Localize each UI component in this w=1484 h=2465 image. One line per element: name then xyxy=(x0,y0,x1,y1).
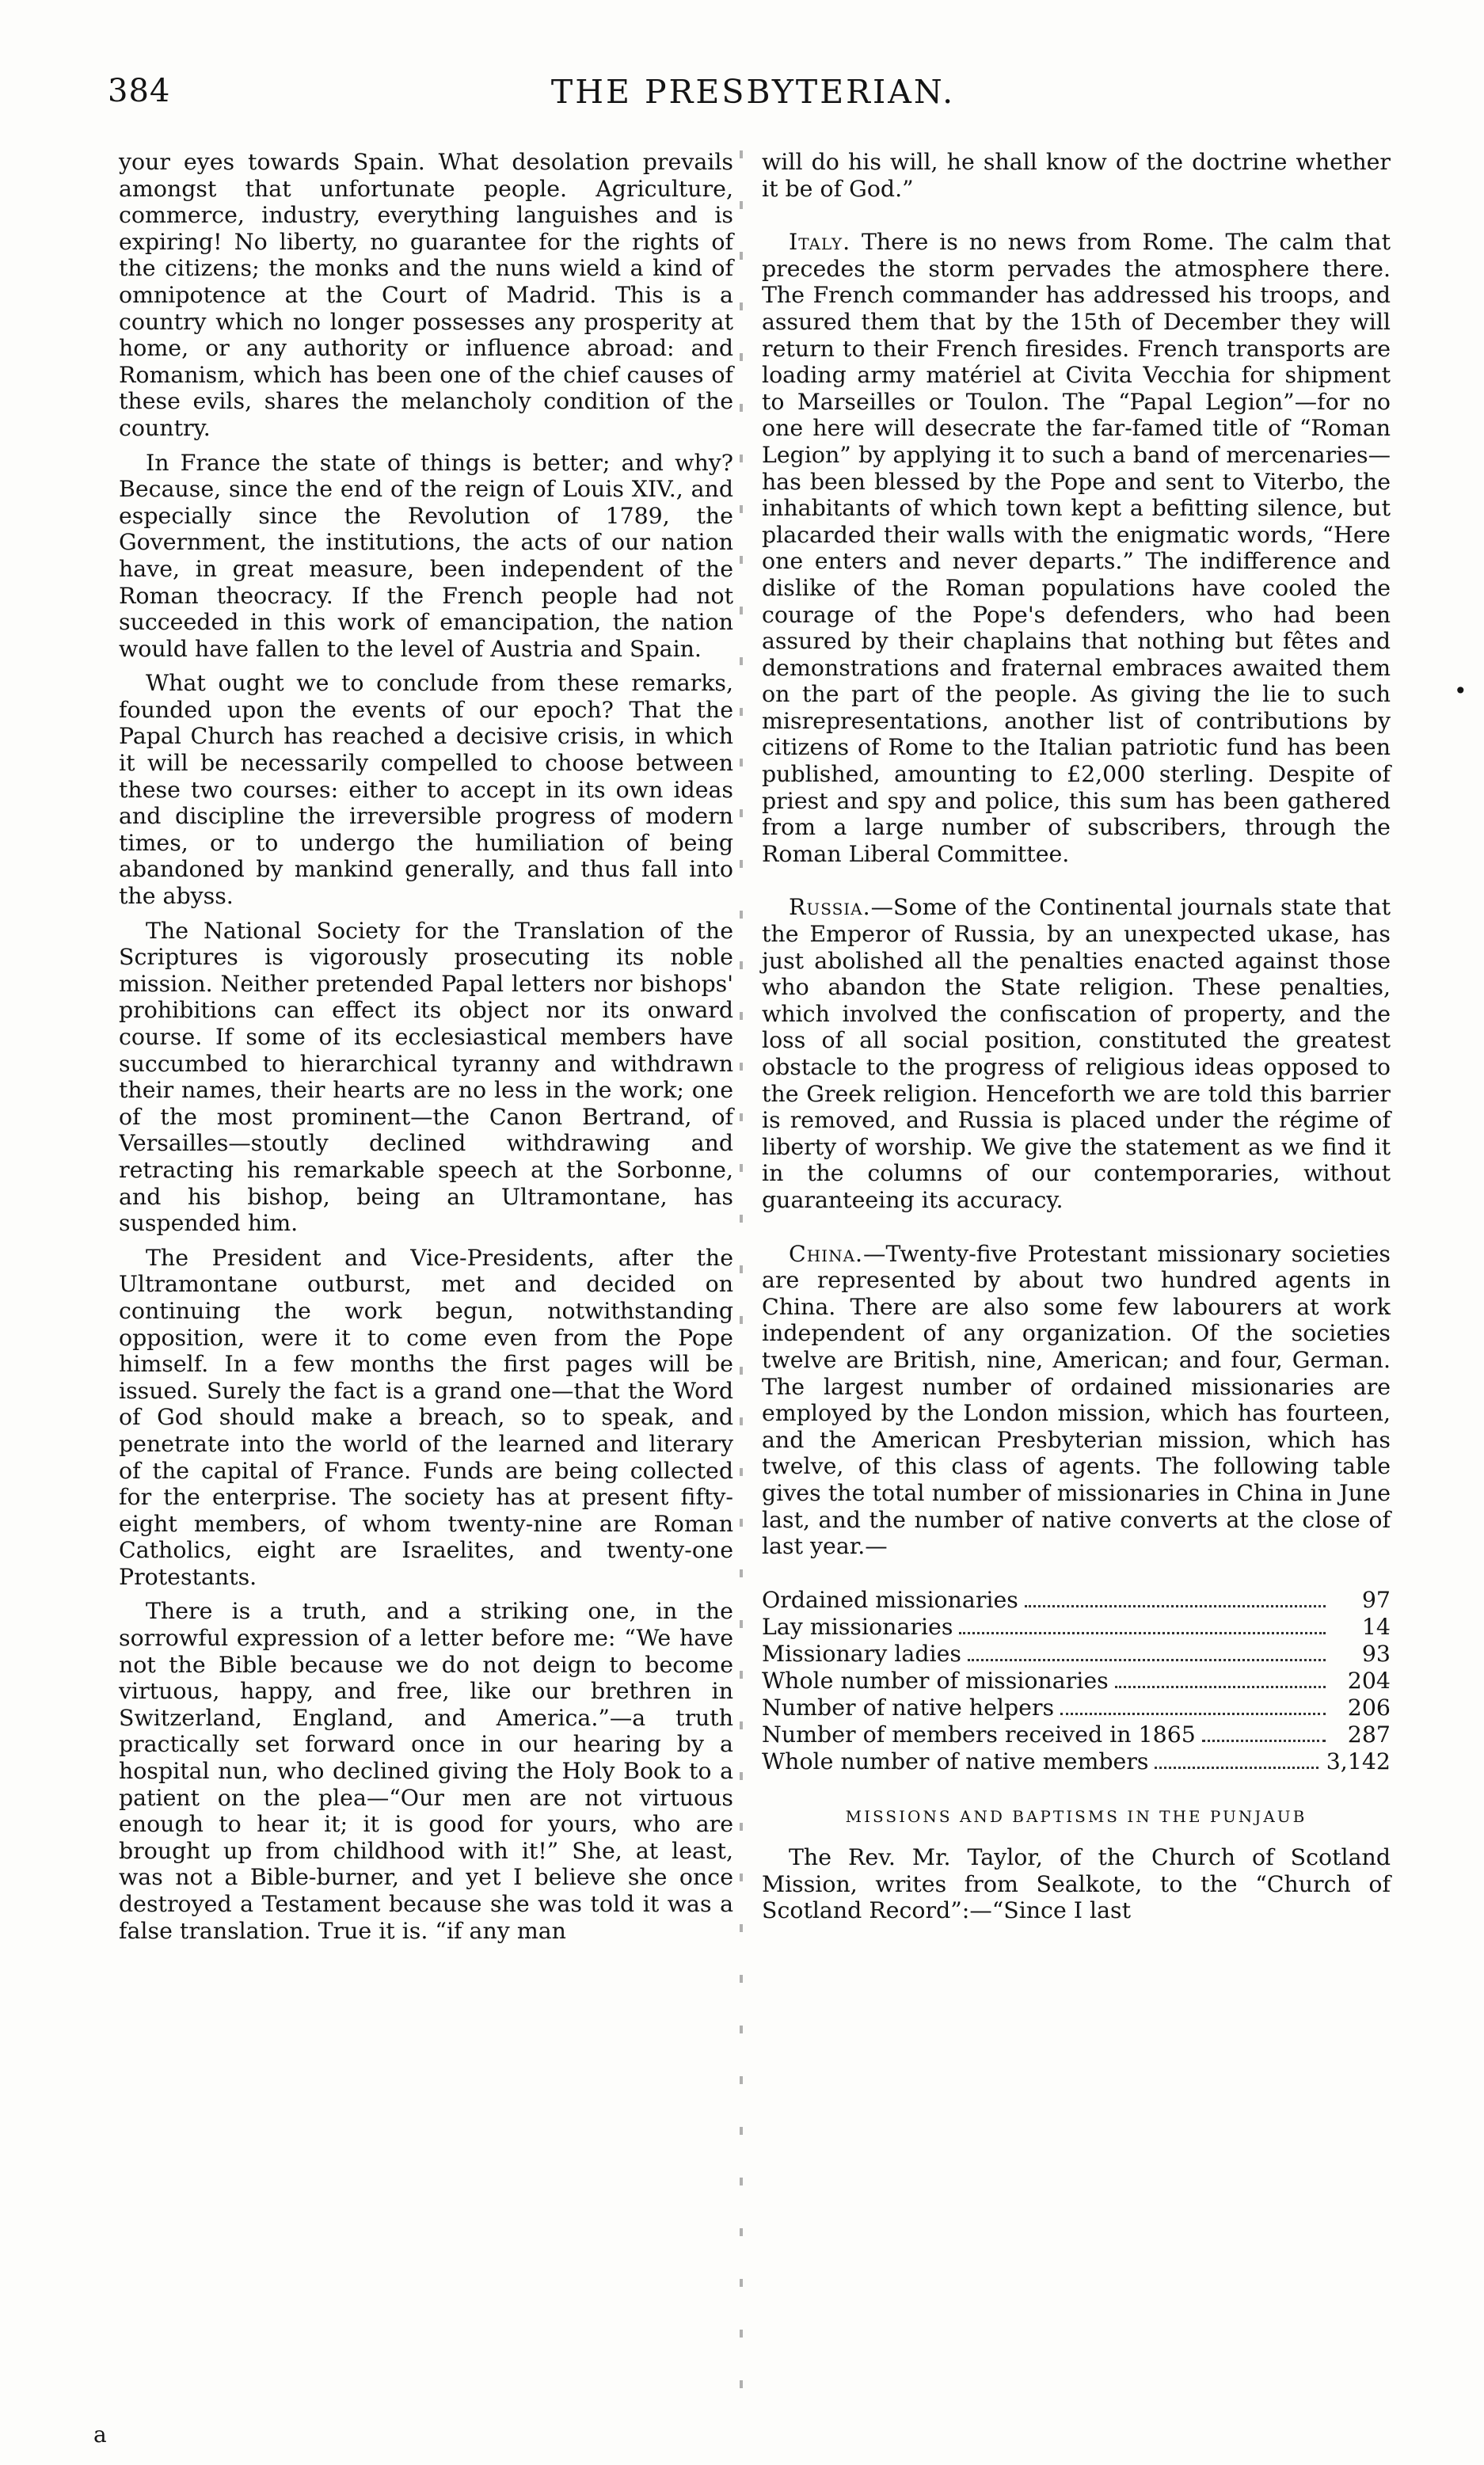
china-heading: China. xyxy=(789,1240,864,1267)
stats-label: Ordained missionaries xyxy=(762,1586,1018,1613)
stats-value: 287 xyxy=(1347,1721,1391,1748)
stats-value: 204 xyxy=(1347,1667,1391,1694)
missionary-stats-table xyxy=(762,1587,1391,1775)
bullet-mark: • xyxy=(1454,678,1467,704)
paragraph-president: The President and Vice-Presidents, after the Ultramontane outburst, met and decided on continuing the work begun, notwithstanding opposition, were it to come even from the Pope himself. In a few months the first pages will be issued. Surely the fact is a grand one—that the Word of God should make a breach, so to speak, and penetrate into the world of the learned and literary of the capital of France. Funds are being collected for the enterprise. The society has at present fifty-eight members, of whom twenty-nine are Roman Catholics, eight are Israelites, and twenty-one Protestants. xyxy=(119,1244,733,1590)
italy-body: There is no news from Rome. The calm that precedes the storm pervades the atmosphere there. The French commander has addressed his troops, and assured them that by the 15th of December they will return to their French firesides. French transports are loading army matériel at Civita Vecchia for shipment to Marseilles or Toulon. The “Papal Legion”—for no one here will desecrate the far-famed title of “Roman Legion” by applying it to such a band of mercenaries—has been blessed by the Pope and sent to Viterbo, the inhabitants of which town kept a befitting silence, but placarded their walls with the enigmatic words, “Here one enters and never departs.” The indifference and dislike of the Roman populations have cooled the courage of the Pope's defenders, who had been assured by their chaplains that nothing but fêtes and demonstrations and fraternal embraces awaited them on the part of the people. As giving the lie to such misrepresentations, another list of contributions by citizens of Rome to the Italian patriotic fund has been published, amounting to £2,000 sterling. Despite of priest and spy and police, this sum has been gathered from a large number of subscribers, through the Roman Liberal Committee. xyxy=(762,229,1391,867)
stats-value: 93 xyxy=(1361,1640,1391,1667)
stats-row xyxy=(762,1614,1391,1641)
stats-label: Whole number of missionaries xyxy=(762,1667,1109,1694)
running-title: THE PRESBYTERIAN. xyxy=(550,73,956,111)
section-heading-punjaub: MISSIONS AND BAPTISMS IN THE PUNJAUB xyxy=(845,1806,1307,1826)
stats-row xyxy=(762,1641,1391,1668)
stats-value: 3,142 xyxy=(1326,1748,1391,1775)
stats-label: Number of members received in 1865 xyxy=(762,1721,1196,1748)
italy-heading: Italy. xyxy=(789,229,851,256)
stats-value: 14 xyxy=(1361,1613,1391,1640)
left-column xyxy=(119,149,733,1952)
paragraph-truth: There is a truth, and a striking one, in the sorrowful expression of a letter before me: “We have not the Bible because we do not deign to become virtuous, happy, and free, like our brethren in Switzerland, England, and America.”—a truth practically set forward once in our hearing by a hospital nun, who declined giving the Holy Book to a patient on the plea—“Our men are not virtuous enough to hear it; it is good for yours, who are brought up from childhood with it!” She, at least, was not a Bible-burner, and yet I believe she once destroyed a Testament because she was told it was a false translation. True it is. “if any man xyxy=(119,1598,733,1944)
stats-row xyxy=(762,1695,1391,1721)
paragraph-china xyxy=(762,1241,1391,1560)
stats-label: Whole number of native members xyxy=(762,1748,1149,1775)
paragraph-punjaub: The Rev. Mr. Taylor, of the Church of Scotland Mission, writes from Sealkote, to the “Church of Scotland Record”:—“Since I last xyxy=(762,1844,1391,1924)
stats-row xyxy=(762,1721,1391,1748)
stats-value: 206 xyxy=(1347,1694,1391,1721)
page-number: 384 xyxy=(108,73,171,109)
page-header xyxy=(108,73,1398,128)
russia-body: —Some of the Continental journals state that the Emperor of Russia, by an unexpected ukase, has just abolished all the penalties enacted against those who abandon the State religion. These penalties, which involved the confiscation of property, and the loss of all social position, constituted the greatest obstacle to the progress of religious ideas opposed to the Greek religion. Henceforth we are told this barrier is removed, and Russia is placed under the régime of liberty of worship. We give the statement as we find it in the columns of our contemporaries, without guaranteeing its accuracy. xyxy=(762,894,1391,1213)
paragraph-conclusion: What ought we to conclude from these remarks, founded upon the events of our epoch? That the Papal Church has reached a decisive crisis, in which it will be necessarily compelled to choose between these two courses: either to accept in its own ideas and discipline the irreversible progress of modern times, or to undergo the humiliation of being abandoned by mankind generally, and thus fall into the abyss. xyxy=(119,670,733,910)
right-column xyxy=(762,149,1391,1932)
china-body: —Twenty-five Protestant missionary societies are represented by about two hundred agents in China. There are also some few labourers at work independent of any organization. Of the societies twelve are British, nine, American; and four, German. The largest number of ordained missionaries are employed by the London mission, which has fourteen, and the American Presbyterian mission, which has twelve, of this class of agents. The following table gives the total number of missionaries in China in June last, and the number of native converts at the close of last year.— xyxy=(762,1240,1391,1560)
paragraph-bible-society: The National Society for the Translation of the Scriptures is vigorously prosecuting its noble mission. Neither pretended Papal letters nor bishops' prohibitions can effect its object nor its onward course. If some of its ecclesiastical members have succumbed to hierarchical tyranny and withdrawn their names, their hearts are no less in the work; one of the most prominent—the Canon Bertrand, of Versailles—stoutly declined withdrawing and retracting his remarkable speech at the Sorbonne, and his bishop, being an Ultramontane, has suspended him. xyxy=(119,917,733,1237)
paragraph-italy xyxy=(762,229,1391,867)
stats-label: Number of native helpers xyxy=(762,1694,1055,1721)
russia-heading: Russia. xyxy=(789,894,871,921)
stats-row xyxy=(762,1668,1391,1695)
stats-row xyxy=(762,1587,1391,1614)
paragraph-france: In France the state of things is better; and why? Because, since the end of the reign of Louis XIV., and especially since the Revolution of 1789, the Government, the institutions, the acts of our nation have, in great measure, been independent of the Roman theocracy. If the French people had not succeeded in this work of emancipation, the nation would have fallen to the level of Austria and Spain. xyxy=(119,449,733,662)
stray-mark: a xyxy=(93,2421,107,2448)
stats-row xyxy=(762,1748,1391,1775)
paragraph-russia xyxy=(762,894,1391,1213)
stats-label: Missionary ladies xyxy=(762,1640,961,1667)
stats-label: Lay missionaries xyxy=(762,1613,953,1640)
stats-value: 97 xyxy=(1361,1586,1391,1613)
column-divider xyxy=(740,150,743,2399)
paragraph-spain: your eyes towards Spain. What desolation prevails amongst that unfortunate people. Agriculture, commerce, industry, everything languishes and is expiring! No liberty, no guarantee for the rights of the citizens; the monks and the nuns wield a kind of omnipotence at the Court of Madrid. This is a country which no longer possesses any prosperity at home, or any authority or influence abroad: and Romanism, which has been one of the chief causes of these evils, shares the melancholy condition of the country. xyxy=(119,149,733,441)
paragraph-doctrine: will do his will, he shall know of the doctrine whether it be of God.” xyxy=(762,149,1391,202)
